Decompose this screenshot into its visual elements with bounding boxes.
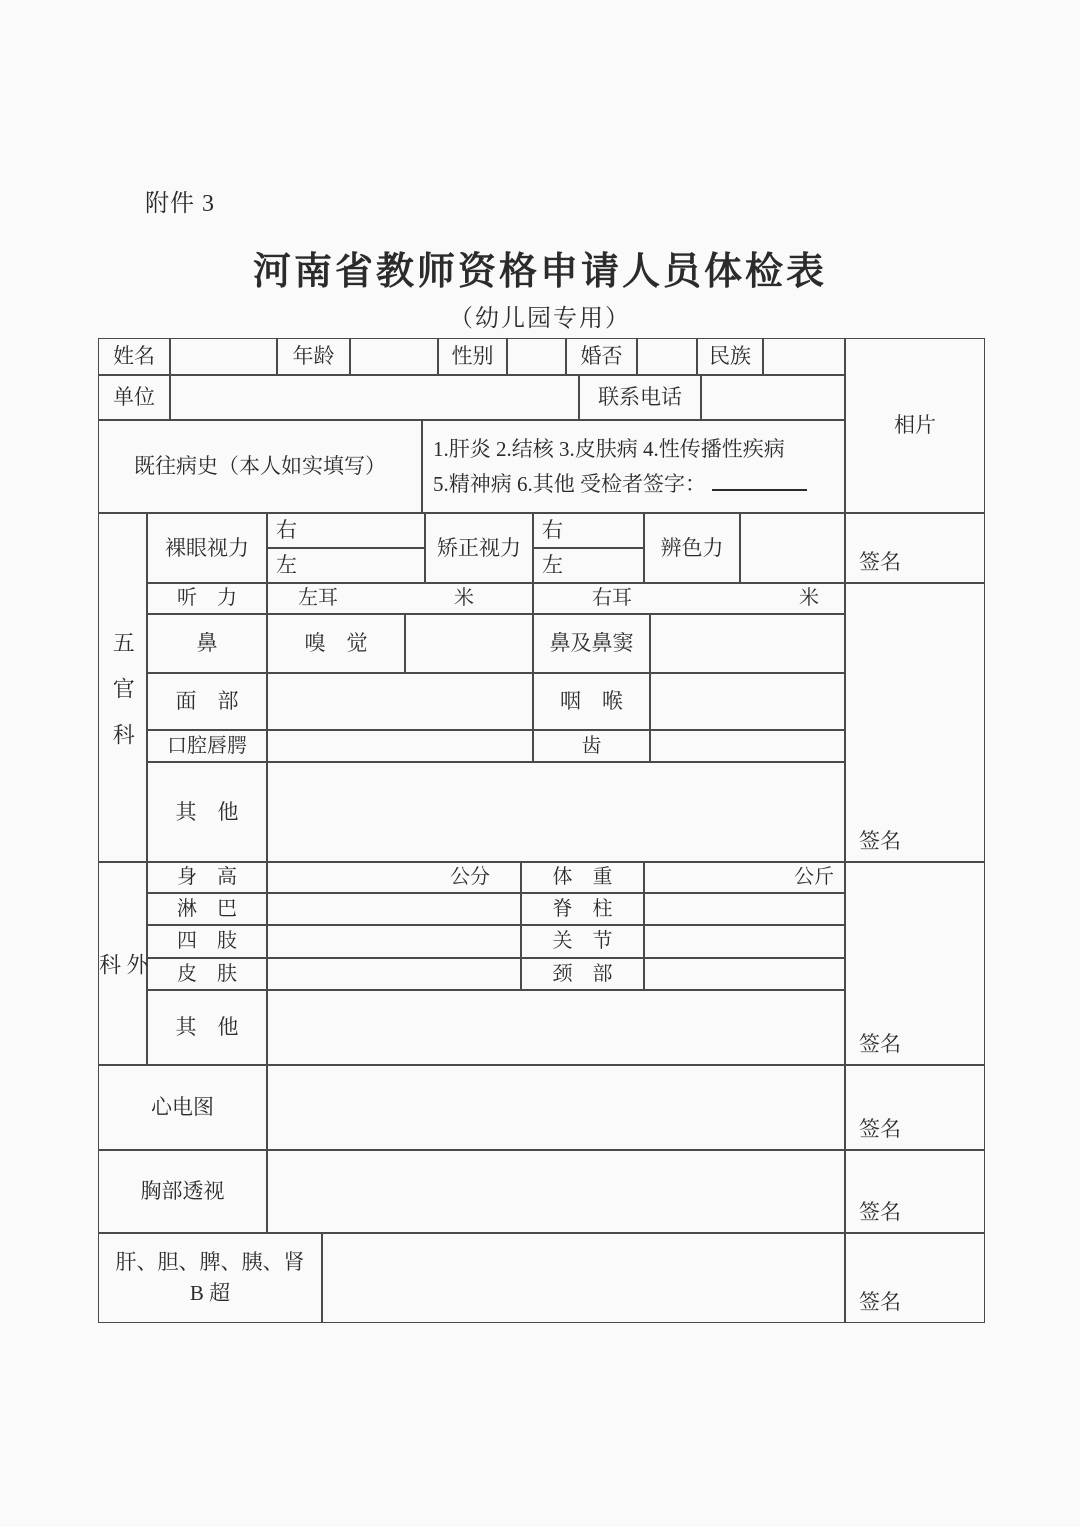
unit-value-cell bbox=[170, 375, 579, 420]
phone-label: 联系电话 bbox=[579, 375, 701, 420]
name-label: 姓名 bbox=[98, 338, 170, 375]
corrected-vision-label: 矫正视力 bbox=[425, 513, 533, 583]
naked-vision-right-cell: 右 bbox=[267, 513, 425, 548]
ultrasound-signature-cell: 签名 bbox=[845, 1233, 985, 1323]
history-label: 既往病史（本人如实填写） bbox=[98, 420, 422, 513]
neck-label: 颈 部 bbox=[521, 958, 644, 990]
limbs-label: 四 肢 bbox=[147, 925, 267, 958]
page-subtitle: （幼儿园专用） bbox=[449, 306, 631, 332]
gender-label: 性别 bbox=[438, 338, 507, 375]
teeth-label: 齿 bbox=[533, 730, 650, 762]
smell-label: 嗅 觉 bbox=[267, 614, 405, 673]
hearing-left-ear-cell bbox=[267, 583, 533, 614]
surgery-signature-cell: 签名 bbox=[845, 862, 985, 1065]
exam-form-table bbox=[98, 338, 985, 1323]
history-line2: 5.精神病 6.其他 受检者签字： bbox=[433, 467, 807, 502]
ent-section-label: 五官科 bbox=[98, 513, 147, 862]
spine-value-cell bbox=[644, 893, 845, 925]
face-value-cell bbox=[267, 673, 533, 730]
ecg-label: 心电图 bbox=[98, 1065, 267, 1150]
hearing-right-ear-cell bbox=[533, 583, 845, 614]
phone-value-cell bbox=[701, 375, 845, 420]
page-title: 河南省教师资格申请人员体检表 bbox=[252, 251, 827, 293]
spine-label: 脊 柱 bbox=[521, 893, 644, 925]
history-line1: 1.肝炎 2.结核 3.皮肤病 4.性传播性疾病 bbox=[433, 436, 785, 461]
ent-signature-cell: 签名 bbox=[845, 583, 985, 862]
joints-label: 关 节 bbox=[521, 925, 644, 958]
ultrasound-organs: 肝、胆、脾、胰、肾 bbox=[115, 1249, 305, 1274]
ecg-value-cell bbox=[267, 1065, 845, 1150]
oral-value-cell bbox=[267, 730, 533, 762]
hearing-label: 听 力 bbox=[147, 583, 267, 614]
height-label: 身 高 bbox=[147, 862, 267, 893]
ethnic-label: 民族 bbox=[697, 338, 763, 375]
marital-value-cell bbox=[637, 338, 697, 375]
meters-label: 米 bbox=[799, 587, 819, 609]
meters-label: 米 bbox=[454, 587, 474, 609]
gender-value-cell bbox=[507, 338, 566, 375]
age-value-cell bbox=[350, 338, 438, 375]
signature-blank-line bbox=[712, 468, 807, 491]
chest-label: 胸部透视 bbox=[98, 1150, 267, 1233]
oral-label: 口腔唇腭 bbox=[147, 730, 267, 762]
joints-value-cell bbox=[644, 925, 845, 958]
ent-other-label: 其 他 bbox=[147, 762, 267, 862]
chest-value-cell bbox=[267, 1150, 845, 1233]
photo-cell: 相片 bbox=[845, 338, 985, 513]
surgery-section-label: 外科 bbox=[98, 862, 147, 1065]
nose-sinus-value-cell bbox=[650, 614, 845, 673]
height-value-cell: 公分 bbox=[267, 862, 521, 893]
unit-label: 单位 bbox=[98, 375, 170, 420]
ecg-signature-cell: 签名 bbox=[845, 1065, 985, 1150]
right-ear-label: 右耳 bbox=[592, 587, 632, 609]
marital-label: 婚否 bbox=[566, 338, 637, 375]
lymph-label: 淋 巴 bbox=[147, 893, 267, 925]
surgery-other-value-cell bbox=[267, 990, 845, 1065]
left-ear-label: 左耳 bbox=[298, 587, 338, 609]
neck-value-cell bbox=[644, 958, 845, 990]
smell-value-cell bbox=[405, 614, 533, 673]
nose-sinus-label: 鼻及鼻窦 bbox=[533, 614, 650, 673]
skin-value-cell bbox=[267, 958, 521, 990]
ultrasound-value-cell bbox=[322, 1233, 845, 1323]
throat-label: 咽 喉 bbox=[533, 673, 650, 730]
weight-value-cell: 公斤 bbox=[644, 862, 845, 893]
ent-vision-signature-cell: 签名 bbox=[845, 513, 985, 583]
corrected-vision-left-cell: 左 bbox=[533, 548, 644, 583]
color-vision-label: 辨色力 bbox=[644, 513, 740, 583]
ultrasound-type: B 超 bbox=[189, 1281, 231, 1305]
teeth-value-cell bbox=[650, 730, 845, 762]
ultrasound-label bbox=[98, 1233, 322, 1323]
lymph-value-cell bbox=[267, 893, 521, 925]
face-label: 面 部 bbox=[147, 673, 267, 730]
throat-value-cell bbox=[650, 673, 845, 730]
surgery-other-label: 其 他 bbox=[147, 990, 267, 1065]
skin-label: 皮 肤 bbox=[147, 958, 267, 990]
age-label: 年龄 bbox=[277, 338, 350, 375]
name-value-cell bbox=[170, 338, 277, 375]
history-options-cell bbox=[422, 420, 845, 513]
naked-vision-left-cell: 左 bbox=[267, 548, 425, 583]
nose-label: 鼻 bbox=[147, 614, 267, 673]
attachment-label: 附件 3 bbox=[145, 191, 215, 217]
color-vision-value-cell bbox=[740, 513, 845, 583]
naked-vision-label: 裸眼视力 bbox=[147, 513, 267, 583]
ent-other-value-cell bbox=[267, 762, 845, 862]
corrected-vision-right-cell: 右 bbox=[533, 513, 644, 548]
limbs-value-cell bbox=[267, 925, 521, 958]
chest-signature-cell: 签名 bbox=[845, 1150, 985, 1233]
weight-label: 体 重 bbox=[521, 862, 644, 893]
ethnic-value-cell bbox=[763, 338, 845, 375]
